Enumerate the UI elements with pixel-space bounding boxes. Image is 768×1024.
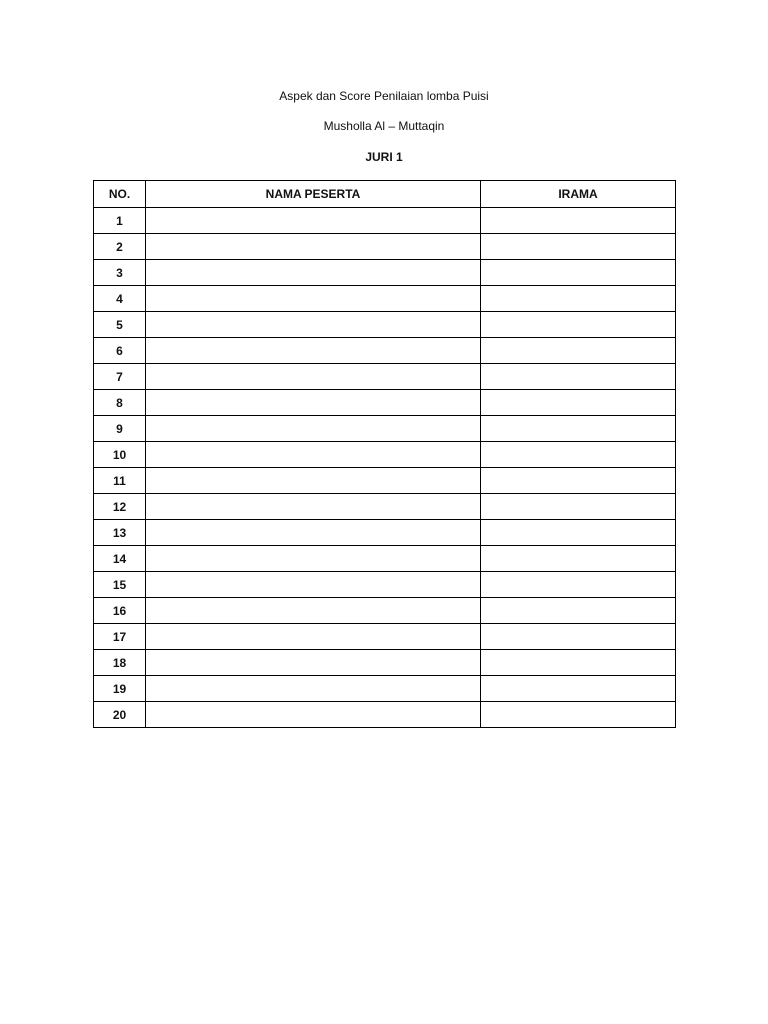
row-number-cell: 8 xyxy=(94,390,146,416)
table-body xyxy=(94,208,676,728)
participant-name-cell[interactable] xyxy=(146,286,481,312)
irama-score-cell[interactable] xyxy=(481,364,676,390)
table-row xyxy=(94,338,676,364)
row-number-cell: 5 xyxy=(94,312,146,338)
score-table xyxy=(93,180,676,728)
participant-name-cell[interactable] xyxy=(146,260,481,286)
row-number-cell: 17 xyxy=(94,624,146,650)
table-row xyxy=(94,208,676,234)
irama-score-cell[interactable] xyxy=(481,650,676,676)
row-number-cell: 9 xyxy=(94,416,146,442)
irama-score-cell[interactable] xyxy=(481,390,676,416)
irama-score-cell[interactable] xyxy=(481,260,676,286)
table-row xyxy=(94,702,676,728)
table-row xyxy=(94,364,676,390)
participant-name-cell[interactable] xyxy=(146,468,481,494)
irama-score-cell[interactable] xyxy=(481,702,676,728)
judge-label: JURI 1 xyxy=(365,150,403,164)
table-row xyxy=(94,520,676,546)
column-header-no: NO. xyxy=(94,181,146,208)
document-title: Aspek dan Score Penilaian lomba Puisi xyxy=(279,89,489,103)
row-number-cell: 4 xyxy=(94,286,146,312)
row-number-cell: 3 xyxy=(94,260,146,286)
participant-name-cell[interactable] xyxy=(146,702,481,728)
irama-score-cell[interactable] xyxy=(481,234,676,260)
row-number-cell: 11 xyxy=(94,468,146,494)
table-row xyxy=(94,546,676,572)
irama-score-cell[interactable] xyxy=(481,546,676,572)
table-row xyxy=(94,312,676,338)
table-row xyxy=(94,390,676,416)
irama-score-cell[interactable] xyxy=(481,494,676,520)
document-subtitle: Musholla Al – Muttaqin xyxy=(323,119,445,133)
irama-score-cell[interactable] xyxy=(481,598,676,624)
table-row xyxy=(94,286,676,312)
participant-name-cell[interactable] xyxy=(146,416,481,442)
irama-score-cell[interactable] xyxy=(481,208,676,234)
participant-name-cell[interactable] xyxy=(146,364,481,390)
participant-name-cell[interactable] xyxy=(146,312,481,338)
table-row xyxy=(94,676,676,702)
participant-name-cell[interactable] xyxy=(146,208,481,234)
column-header-irama: IRAMA xyxy=(481,181,676,208)
row-number-cell: 15 xyxy=(94,572,146,598)
table-row xyxy=(94,416,676,442)
irama-score-cell[interactable] xyxy=(481,572,676,598)
irama-score-cell[interactable] xyxy=(481,676,676,702)
table-row xyxy=(94,442,676,468)
row-number-cell: 2 xyxy=(94,234,146,260)
participant-name-cell[interactable] xyxy=(146,598,481,624)
row-number-cell: 20 xyxy=(94,702,146,728)
participant-name-cell[interactable] xyxy=(146,494,481,520)
participant-name-cell[interactable] xyxy=(146,442,481,468)
table-header-row xyxy=(94,181,676,208)
row-number-cell: 14 xyxy=(94,546,146,572)
table-row xyxy=(94,494,676,520)
table-row xyxy=(94,624,676,650)
row-number-cell: 19 xyxy=(94,676,146,702)
row-number-cell: 12 xyxy=(94,494,146,520)
participant-name-cell[interactable] xyxy=(146,338,481,364)
irama-score-cell[interactable] xyxy=(481,312,676,338)
participant-name-cell[interactable] xyxy=(146,650,481,676)
row-number-cell: 7 xyxy=(94,364,146,390)
participant-name-cell[interactable] xyxy=(146,234,481,260)
participant-name-cell[interactable] xyxy=(146,546,481,572)
irama-score-cell[interactable] xyxy=(481,338,676,364)
table-row xyxy=(94,260,676,286)
table-row xyxy=(94,598,676,624)
row-number-cell: 10 xyxy=(94,442,146,468)
row-number-cell: 6 xyxy=(94,338,146,364)
participant-name-cell[interactable] xyxy=(146,520,481,546)
irama-score-cell[interactable] xyxy=(481,624,676,650)
row-number-cell: 1 xyxy=(94,208,146,234)
participant-name-cell[interactable] xyxy=(146,676,481,702)
row-number-cell: 18 xyxy=(94,650,146,676)
row-number-cell: 13 xyxy=(94,520,146,546)
row-number-cell: 16 xyxy=(94,598,146,624)
participant-name-cell[interactable] xyxy=(146,624,481,650)
table-row xyxy=(94,572,676,598)
irama-score-cell[interactable] xyxy=(481,286,676,312)
column-header-nama-peserta: NAMA PESERTA xyxy=(146,181,481,208)
table-row xyxy=(94,650,676,676)
irama-score-cell[interactable] xyxy=(481,416,676,442)
irama-score-cell[interactable] xyxy=(481,442,676,468)
table-row xyxy=(94,468,676,494)
irama-score-cell[interactable] xyxy=(481,520,676,546)
participant-name-cell[interactable] xyxy=(146,572,481,598)
table-row xyxy=(94,234,676,260)
irama-score-cell[interactable] xyxy=(481,468,676,494)
participant-name-cell[interactable] xyxy=(146,390,481,416)
